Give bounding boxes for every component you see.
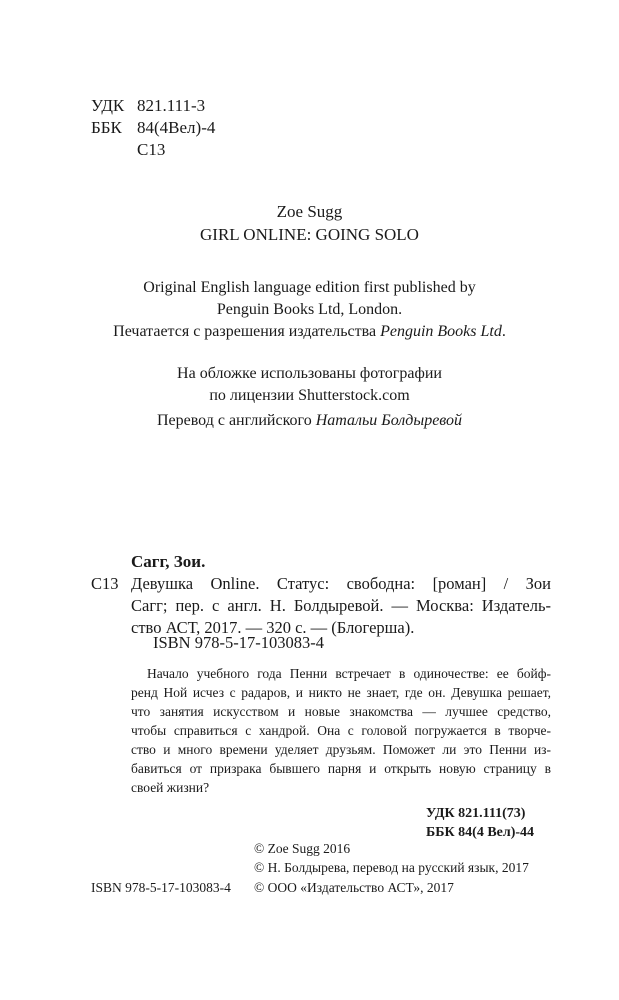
- rights-line-1: Original English language edition first published by: [143, 279, 476, 296]
- original-title: GIRL ONLINE: GOING SOLO: [200, 225, 419, 244]
- udk-label: УДК: [91, 96, 125, 115]
- copyright-line: © Zoe Sugg 2016: [254, 841, 351, 856]
- photo-credit-1: На обложке использованы фотографии: [177, 365, 442, 382]
- photo-credit-2: по лицензии Shutterstock.com: [209, 387, 410, 404]
- bbk-value: 84(4Вел)-4: [137, 118, 216, 137]
- udk-value: 821.111-3: [137, 96, 206, 115]
- annotation-line: своей жизни?: [131, 780, 210, 795]
- copyright-line: © ООО «Издательство АСТ», 2017: [254, 880, 454, 895]
- rights-period: .: [501, 323, 506, 340]
- annotation-line: чтобы справиться с хандрой. Она с головой погружается в творче-: [131, 723, 551, 738]
- rights-permission: Печатается с разрешения издательства: [113, 323, 381, 340]
- index-bbk: ББК 84(4 Вел)-44: [426, 825, 535, 840]
- rights-publisher: Penguin Books Ltd: [380, 323, 502, 340]
- bib-line: Девушка Online. Статус: свободна: [роман] / Зои: [131, 574, 551, 593]
- author-mark-top: С13: [137, 140, 166, 159]
- translator-name: Натальи Болдыревой: [315, 412, 463, 429]
- annotation-line: Начало учебного года Пенни встречает в одиночестве: ее бойф-: [147, 666, 551, 681]
- udk-line: [91, 95, 205, 117]
- bib-mark: С13: [91, 574, 119, 593]
- annotation-line: бавиться от призрака бывшего парня и открыть новую страницу в: [131, 761, 551, 776]
- annotation: [131, 664, 551, 797]
- annotation-line: ренд Ной исчез с радаров, и никто не знает, где он. Девушка решает,: [131, 685, 551, 700]
- copyright-isbn: ISBN 978-5-17-103083-4: [91, 880, 231, 895]
- bib-description: [131, 573, 551, 639]
- index-udk: УДК 821.111(73): [426, 806, 526, 821]
- bib-line: Сагг; пер. с англ. Н. Болдыревой. — Москва: Издатель-: [131, 596, 551, 615]
- bib-line: ство АСТ, 2017. — 320 с. — (Блогерша).: [131, 618, 415, 637]
- copyright-line: © Н. Болдырева, перевод на русский язык, 2017: [254, 860, 529, 875]
- bib-isbn: ISBN 978-5-17-103083-4: [153, 633, 324, 652]
- translation-prefix: Перевод с английского: [156, 412, 316, 429]
- annotation-line: ство и много времени уделяет друзьям. Поможет ли это Пенни из-: [131, 742, 551, 757]
- translation-credit: [0, 410, 619, 432]
- original-author: Zoe Sugg: [276, 202, 343, 221]
- rights-line-2: Penguin Books Ltd, London.: [216, 301, 403, 318]
- bib-heading: Сагг, Зои.: [131, 552, 206, 571]
- bbk-line: [91, 117, 215, 139]
- annotation-line: что занятия искусством и новые знакомства — лучшее средство,: [131, 704, 551, 719]
- bbk-label: ББК: [91, 118, 122, 137]
- rights-line-3: [0, 321, 619, 343]
